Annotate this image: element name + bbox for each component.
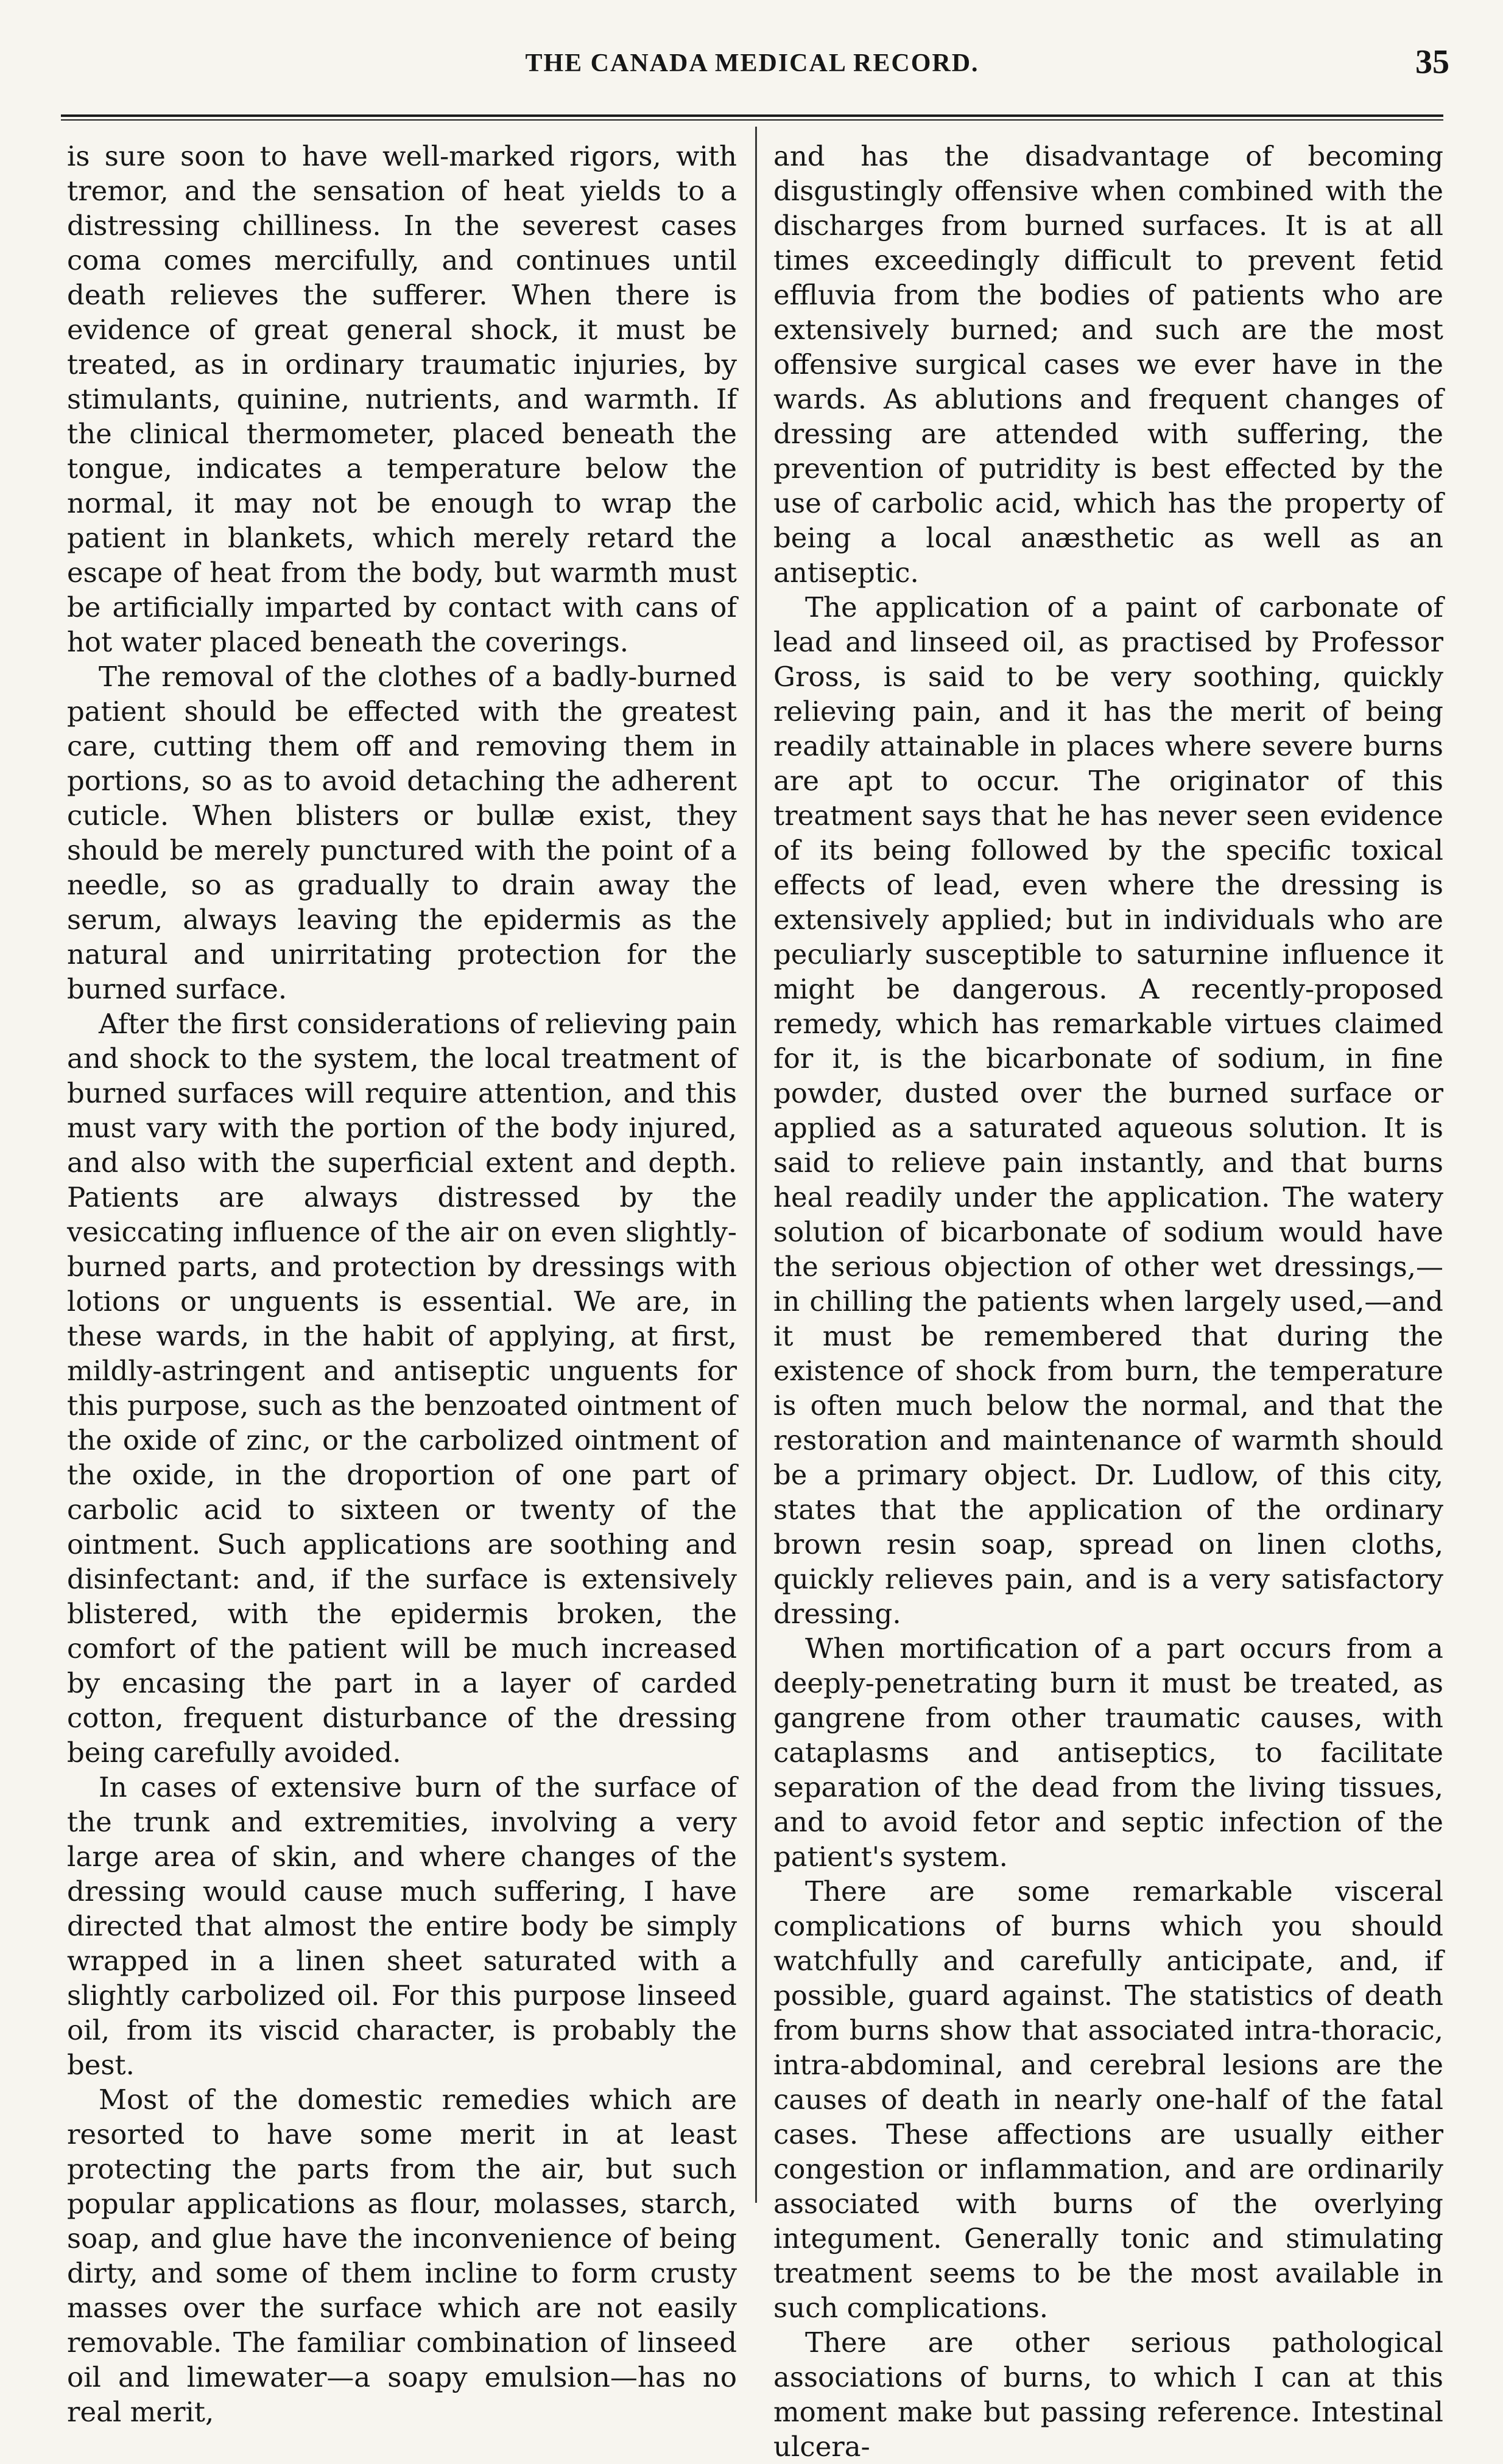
header-rule-thin: [61, 119, 1443, 121]
paragraph: After the first considerations of relieving pain and shock to the system, the local treatment of burned surfaces will require attention, and this must vary with the portion of the body injured, and also with the superficial extent and depth. Patients are always distressed by the vesiccating influence of the air on even slightly-burned parts, and protection by dressings with lotions or unguents is essential. We are, in these wards, in the habit of applying, at first, mildly-astringent and antiseptic unguents for this purpose, such as the benzoated ointment of the oxide of zinc, or the carbolized ointment of the oxide, in the droportion of one part of carbolic acid to sixteen or twenty of the ointment. Such applications are soothing and disinfectant: and, if the surface is extensively blistered, with the epidermis broken, the comfort of the patient will be much increased by encasing the part in a layer of carded cotton, frequent disturbance of the dressing being carefully avoided.: [67, 1008, 737, 1769]
column-divider: [755, 127, 757, 2203]
paragraph: When mortification of a part occurs from a deeply-penetrating burn it must be treated, as gangrene from other traumatic causes, with cataplasms and antiseptics, to facilitate separation of the dead from the living tissues, and to avoid fetor and septic infection of the patient's system.: [773, 1632, 1443, 1873]
page-header: [55, 30, 1449, 122]
left-column: [67, 139, 737, 2428]
paragraph: The removal of the clothes of a badly-burned patient should be effected with the greatest care, cutting them off and removing them in portions, so as to avoid detaching the adherent cuticle. When blisters or bullæ exist, they should be merely punctured with the point of a needle, so as gradually to drain away the serum, always leaving the epidermis as the natural and unirritating protection for the burned surface.: [67, 661, 737, 1005]
paragraph: is sure soon to have well-marked rigors, with tremor, and the sensation of heat yields to a distressing chilliness. In the severest cases coma comes mercifully, and continues until death relieves the sufferer. When there is evidence of great general shock, it must be treated, as in ordinary traumatic injuries, by stimulants, quinine, nutrients, and warmth. If the clinical thermometer, placed beneath the tongue, indicates a temperature below the normal, it may not be enough to wrap the patient in blankets, which merely retard the escape of heat from the body, but warmth must be artificially imparted by contact with cans of hot water placed beneath the coverings.: [67, 140, 737, 658]
paragraph: There are some remarkable visceral complications of burns which you should watchfully and carefully anticipate, and, if possible, guard against. The statistics of death from burns show that associated intra-thoracic, intra-abdominal, and cerebral lesions are the causes of death in nearly one-half of the fatal cases. These affections are usually either congestion or inflammation, and are ordinarily associated with burns of the overlying integument. Generally tonic and stimulating treatment seems to be the most available in such complications.: [773, 1875, 1443, 2324]
page-number: 35: [1415, 43, 1449, 81]
paragraph: In cases of extensive burn of the surface of the trunk and extremities, involving a very large area of skin, and where changes of the dressing would cause much suffering, I have directed that almost the entire body be simply wrapped in a linen sheet saturated with a slightly carbolized oil. For this purpose linseed oil, from its viscid character, is probably the best.: [67, 1771, 737, 2081]
header-rule: [61, 114, 1443, 117]
paragraph: There are other serious pathological associations of burns, to which I can at this moment make but passing reference. Intestinal ulcera-: [773, 2326, 1443, 2463]
running-title: THE CANADA MEDICAL RECORD.: [525, 49, 979, 77]
paragraph: and has the disadvantage of becoming disgustingly offensive when combined with the discharges from burned surfaces. It is at all times exceedingly difficult to prevent fetid effluvia from the bodies of patients who are extensively burned; and such are the most offensive surgical cases we ever have in the wards. As ablutions and frequent changes of dressing are attended with suffering, the prevention of putridity is best effected by the use of carbolic acid, which has the property of being a local anæsthetic as well as an antiseptic.: [773, 140, 1443, 589]
paragraph: Most of the domestic remedies which are resorted to have some merit in at least protecting the parts from the air, but such popular applications as flour, molasses, starch, soap, and glue have the inconvenience of being dirty, and some of them incline to form crusty masses over the surface which are not easily removable. The familiar combination of linseed oil and limewater—a soapy emulsion—has no real merit,: [67, 2083, 737, 2428]
paragraph: The application of a paint of carbonate of lead and linseed oil, as practised by Professor Gross, is said to be very soothing, quickly relieving pain, and it has the merit of being readily attainable in places where severe burns are apt to occur. The originator of this treatment says that he has never seen evidence of its being followed by the specific toxical effects of lead, even where the dressing is extensively applied; but in individuals who are peculiarly susceptible to saturnine influence it might be dangerous. A recently-proposed remedy, which has remarkable virtues claimed for it, is the bicarbonate of sodium, in fine powder, dusted over the burned surface or applied as a saturated aqueous solution. It is said to relieve pain instantly, and that burns heal readily under the application. The watery solution of bicarbonate of sodium would have the serious objection of other wet dressings,—in chilling the patients when largely used,—and it must be remembered that during the existence of shock from burn, the temperature is often much below the normal, and that the restoration and maintenance of warmth should be a primary object. Dr. Ludlow, of this city, states that the application of the ordinary brown resin soap, spread on linen cloths, quickly relieves pain, and is a very satisfactory dressing.: [773, 591, 1443, 1630]
right-column: [773, 139, 1443, 2463]
